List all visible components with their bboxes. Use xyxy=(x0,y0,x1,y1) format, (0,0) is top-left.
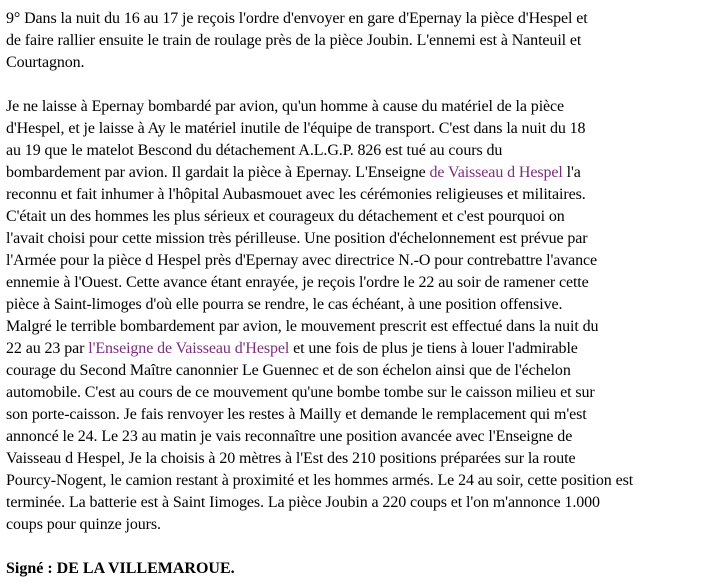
text-line: annoncé le 24. Le 23 au matin je vais reconnaître une position avancée avec l'Enseigne de xyxy=(6,428,573,445)
text-line: reconnu et fait inhumer à l'hôpital Aubasmouet avec les cérémonies religieuses et militaires. xyxy=(6,186,586,203)
text-line: Je ne laisse à Epernay bombardé par avion, qu'un homme à cause du matériel de la pièce xyxy=(6,98,565,115)
text-line: terminée. La batterie est à Saint Iimoges. La pièce Joubin a 220 coups et l'on m'annonce 1.000 xyxy=(6,494,600,511)
paragraph-2 xyxy=(6,96,697,536)
text-line xyxy=(6,162,697,184)
hespel-link[interactable]: de Vaisseau d Hespel xyxy=(429,164,563,181)
text-line: d'Hespel, et je laisse à Ay le matériel inutile de l'équipe de transport. C'est dans la nuit du 18 xyxy=(6,120,586,137)
enseigne-hespel-link[interactable]: l'Enseigne de Vaisseau d'Hespel xyxy=(88,340,290,357)
text-line: son porte-caisson. Je fais renvoyer les restes à Mailly et demande le remplacement qui m'est xyxy=(6,406,587,423)
text-line: de faire rallier ensuite le train de roulage près de la pièce Joubin. L'ennemi est à Nanteuil et xyxy=(6,32,582,49)
text-line: ennemie à l'Ouest. Cette avance étant enrayée, je reçois l'ordre le 22 au soir de ramener cette xyxy=(6,274,589,291)
text-line: coups pour quinze jours. xyxy=(6,516,161,533)
text-line: Malgré le terrible bombardement par avion, le mouvement prescrit est effectué dans la nuit du xyxy=(6,318,599,335)
text-line: l'Armée pour la pièce d Hespel près d'Epernay avec directrice N.-O pour contrebattre l'avance xyxy=(6,252,598,269)
text-segment: 22 au 23 par xyxy=(6,340,89,357)
text-segment: et une fois de plus je tiens à louer l'admirable xyxy=(289,340,578,357)
text-line: Vaisseau d Hespel, Je la choisis à 20 mètres à l'Est des 210 positions préparées sur la route xyxy=(6,450,576,467)
text-line xyxy=(6,338,697,360)
text-line: Courtagnon. xyxy=(6,54,85,71)
text-line: au 19 que le matelot Bescond du détachement A.L.G.P. 826 est tué au cours du xyxy=(6,142,503,159)
text-line: automobile. C'est au cours de ce mouvement qu'une bombe tombe sur le caisson milieu et sur xyxy=(6,384,595,401)
text-line: Pourcy-Nogent, le camion restant à proximité et les hommes armés. Le 24 au soir, cette position est xyxy=(6,472,634,489)
text-line: l'avait choisi pour cette mission très périlleuse. Une position d'échelonnement est prévue par xyxy=(6,230,588,247)
text-line: C'était un des hommes les plus sérieux et courageux du détachement et c'est pourquoi on xyxy=(6,208,565,225)
paragraph-1 xyxy=(6,8,697,74)
text-segment: bombardement par avion. Il gardait la pièce à Epernay. L'Enseigne xyxy=(6,164,430,181)
text-line: courage du Second Maître canonnier Le Guennec et de son échelon ainsi que de l'échelon xyxy=(6,362,571,379)
signature: Signé : DE LA VILLEMAROUE. xyxy=(6,560,235,577)
text-segment: l'a xyxy=(562,164,581,181)
text-line: 9° Dans la nuit du 16 au 17 je reçois l'ordre d'envoyer en gare d'Epernay la pièce d'Hespel et xyxy=(6,10,588,27)
text-line: pièce à Saint-limoges d'où elle pourra se rendre, le cas échéant, à une position offensive. xyxy=(6,296,563,313)
